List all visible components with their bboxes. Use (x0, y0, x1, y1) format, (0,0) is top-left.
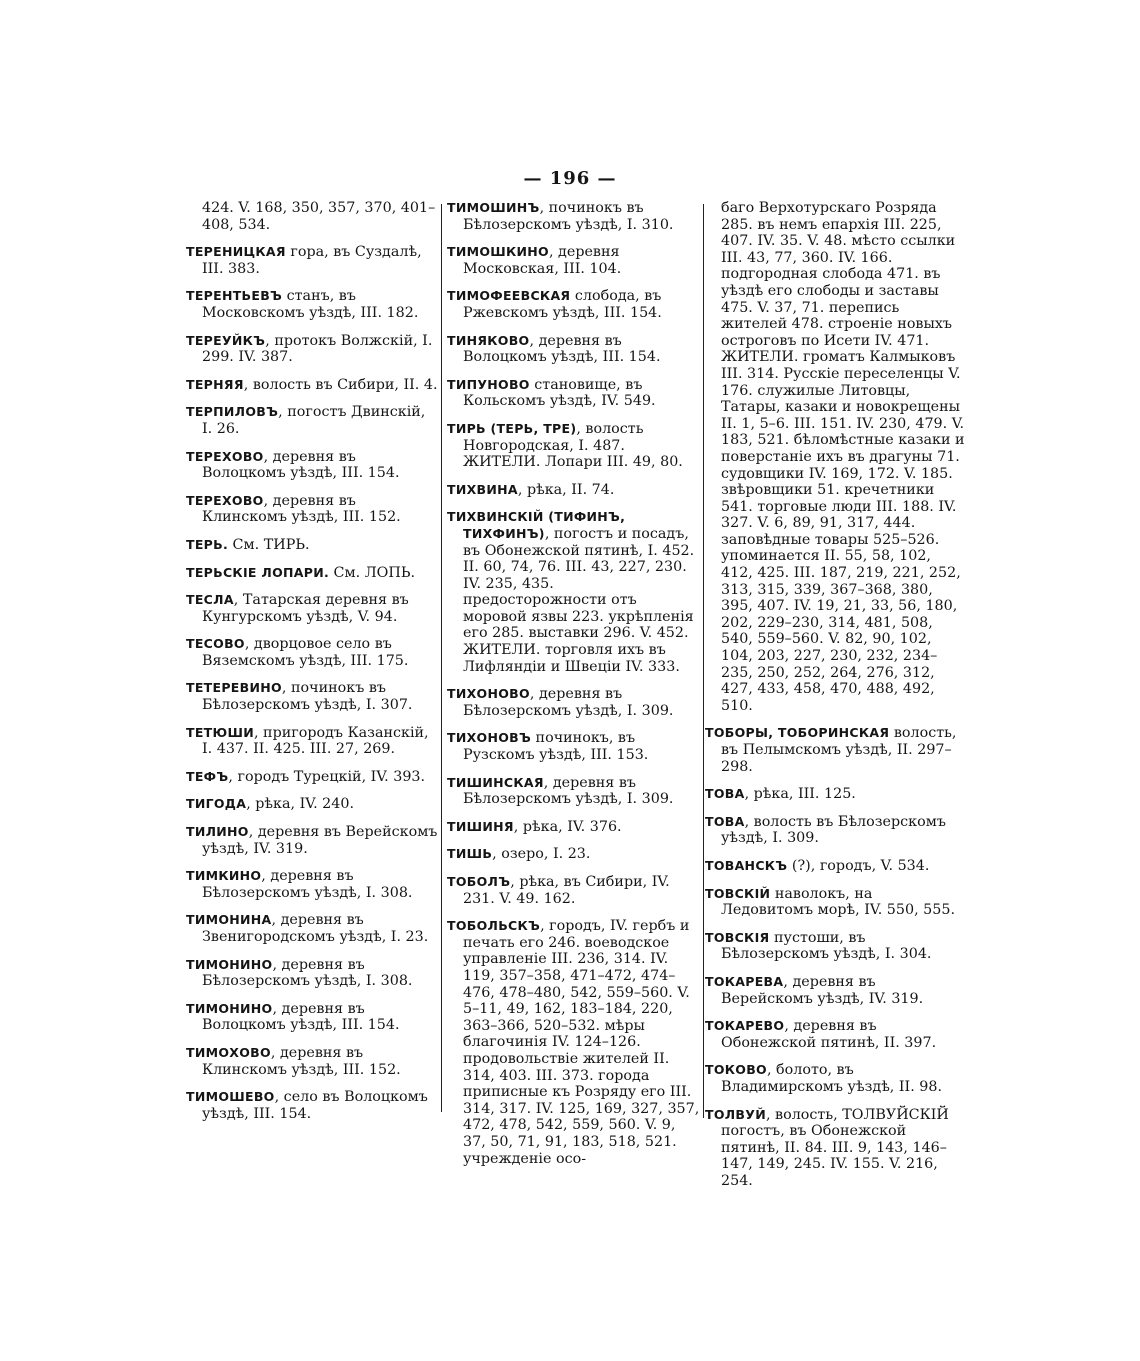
entry-headword: ТОБОРЫ, ТОБОРИНСКАЯ (705, 725, 890, 741)
entry-text: , протокъ Волжскій, I. 299. IV. 387. (202, 332, 433, 366)
index-entry (186, 636, 438, 669)
index-entry (186, 288, 438, 321)
entry-text: баго Верхотурскаго Розряда 285. въ немъ епархія III. 225, 407. IV. 35. V. 48. мѣсто ссылки III. 43, 77, 360. IV. 166. подгородная слобода 471. въ уѣздѣ его слободы и заставы 475. V. 37, 71. перепись жителей 478. строеніе новыхъ остроговъ по Исети IV. 471. ЖИТЕЛИ. громатъ Калмыковъ III. 314. Русскіе переселенцы V. 176. служилые Литовцы, Татары, казаки и новокрещены II. 1, 5–6. III. 151. IV. 230, 479. V. 183, 521. бѣломѣстные казаки и поверстаніе ихъ въ драгуны 71. судовщики IV. 169, 172. V. 185. звѣровщики 51. кречетники 541. торговые люди III. 188. IV. 327. V. 6, 89, 91, 317, 444. заповѣдные товары 525–526. упоминается II. 55, 58, 102, 412, 425. III. 187, 219, 221, 252, 313, 315, 339, 367–368, 380, 395, 407. IV. 19, 21, 33, 56, 180, 202, 229–230, 314, 481, 508, 540, 559–560. V. 82, 90, 102, 104, 203, 227, 230, 232, 234–235, 250, 252, 264, 276, 312, 427, 433, 458, 470, 488, 492, 510. (721, 200, 965, 714)
entry-text: , деревня въ Волоцкомъ уѣздѣ, III. 154. (463, 332, 661, 366)
entry-text: , деревня въ Звенигородскомъ уѣздѣ, I. 23. (202, 912, 429, 945)
entry-headword: ТИМОНИНО (186, 1000, 273, 1016)
entry-text: , деревня въ Волоцкомъ уѣздѣ, III. 154. (202, 448, 400, 482)
entry-text: , рѣка, III. 125. (744, 786, 856, 803)
entry-text: , село въ Волоцкомъ уѣздѣ, III. 154. (202, 1089, 428, 1122)
entry-headword: ТЕРЕНИЦКАЯ (186, 244, 286, 260)
index-entry (186, 824, 438, 857)
index-entry (447, 333, 701, 366)
entry-text: , деревня въ Клинскомъ уѣздѣ, III. 152. (202, 492, 401, 526)
entry-text: , болото, въ Владимирскомъ уѣздѣ, II. 98. (721, 1062, 943, 1095)
entry-headword: ТИХОНОВО (447, 686, 530, 702)
index-entry (186, 868, 438, 901)
entry-headword: ТИГОДА (186, 796, 247, 812)
entry-text: , волость въ Сибири, II. 4. (243, 376, 438, 393)
entry-text: , починокъ въ Бѣлозерскомъ уѣздѣ, I. 307. (202, 680, 413, 714)
entry-text: , деревня въ Бѣлозерскомъ уѣздѣ, I. 309. (463, 686, 674, 719)
index-entry (186, 244, 438, 277)
entry-headword: ТОКАРЕВО (705, 1018, 785, 1034)
index-entry (186, 404, 438, 437)
index-entry (186, 769, 438, 786)
column-3 (705, 200, 967, 1200)
entry-text: , дворцовое село въ Вяземскомъ уѣздѣ, III. 175. (202, 636, 409, 669)
entry-headword: ТИШИНЯ (447, 818, 514, 834)
entry-headword: ТЕСЛА (186, 592, 234, 608)
index-entry (447, 200, 701, 233)
entry-text: , деревня въ Обонежской пятинѣ, II. 397. (721, 1018, 937, 1051)
index-entry (447, 730, 701, 763)
entry-headword: ТЕРНЯЯ (186, 376, 244, 392)
entry-headword: ТОЛВУЙ (705, 1106, 766, 1122)
entry-text: , деревня въ Верейскомъ уѣздѣ, IV. 319. (721, 973, 924, 1007)
entry-headword: ТИНЯКОВО (447, 332, 530, 348)
column-1 (186, 200, 438, 1133)
entry-headword: ТИМОШИНЪ (447, 200, 540, 215)
index-entry (447, 421, 701, 471)
index-entry (705, 974, 967, 1007)
entry-headword: ТОВА (705, 813, 745, 829)
entry-headword: ТИМОФЕЕВСКАЯ (447, 288, 571, 304)
entry-headword: ТОВСКІЙ (705, 885, 771, 901)
entry-headword: ТИПУНОВО (447, 376, 530, 392)
entry-text: слобода, въ Ржевскомъ уѣздѣ, III. 154. (463, 288, 662, 321)
entry-text: наволокъ, на Ледовитомъ морѣ, IV. 550, 555. (721, 885, 956, 919)
index-entry (186, 1089, 438, 1122)
index-entry (447, 244, 701, 277)
entry-headword: ТИМОХОВО (186, 1044, 271, 1060)
index-entry (186, 592, 438, 625)
entry-text: , погостъ и посадъ, въ Обонежской пятинѣ, I. 452. II. 60, 74, 76. III. 43, 227, 230. IV. 235, 435. предосторожности отъ моровой язвы 223. укрѣпленія его 285. выставки 296. V. 452. ЖИТЕЛИ. торговля ихъ въ Лифляндіи и Швеціи IV. 333. (463, 525, 695, 675)
index-entry (186, 1001, 438, 1034)
entry-headword: ТИХВИНСКІЙ (ТИФИНЪ, ТИХФИНЪ) (447, 509, 626, 541)
entry-headword: ТЕРЕХОВО (186, 492, 264, 508)
entry-headword: ТЕТЕРЕВИНО (186, 680, 282, 696)
index-entry (705, 930, 967, 963)
entry-text: , рѣка, въ Сибири, IV. 231. V. 49. 162. (463, 874, 670, 907)
entry-headword: ТЕРЬСКІЕ ЛОПАРИ. (186, 564, 330, 580)
index-entry (705, 786, 967, 803)
entry-headword: ТЕТЮШИ (186, 724, 254, 740)
index-entry (705, 1107, 967, 1190)
entry-text: , пригородъ Казанскій, I. 437. II. 425. III. 27, 269. (202, 724, 429, 758)
entry-text: См. ТИРЬ. (228, 536, 310, 553)
entry-headword: ТЕСОВО (186, 636, 245, 652)
entry-headword: ТОВА (705, 786, 745, 802)
entry-text: , рѣка, IV. 376. (513, 818, 622, 835)
entry-headword: ТИХВИНА (447, 481, 518, 497)
index-entry (186, 912, 438, 945)
entry-headword: ТОВСКІЯ (705, 929, 770, 945)
entry-headword: ТИМОШЕВО (186, 1089, 275, 1105)
entry-text: , деревня въ Бѣлозерскомъ уѣздѣ, I. 308. (202, 868, 413, 901)
entry-headword: ТОБОЛЪ (447, 874, 511, 889)
entry-headword: ТИЛИНО (186, 824, 249, 840)
index-entry (447, 482, 701, 499)
column-rule-2 (703, 204, 704, 1118)
entry-text: , деревня въ Верейскомъ уѣздѣ, IV. 319. (202, 824, 438, 857)
index-entry (186, 200, 438, 233)
entry-text: 424. V. 168, 350, 357, 370, 401–408, 534. (202, 200, 436, 233)
index-entry (705, 200, 967, 714)
index-entry (705, 725, 967, 775)
entry-headword: ТОБОЛЬСКЪ (447, 918, 541, 934)
entry-text: , волость, ТОЛВУЙСКІЙ погостъ, въ Обонежской пятинѣ, II. 84. III. 9, 143, 146–147, 149, 245. IV. 155. V. 216, 254. (721, 1106, 949, 1189)
entry-headword: ТИМОНИНО (186, 956, 273, 972)
index-entry (186, 377, 438, 394)
entry-text: , погостъ Двинскій, I. 26. (202, 404, 426, 437)
entry-text: , деревня въ Волоцкомъ уѣздѣ, III. 154. (202, 1000, 400, 1034)
entry-text: , волость Новгородская, I. 487. ЖИТЕЛИ. Лопари III. 49, 80. (463, 420, 683, 471)
entry-text: гора, въ Суздалѣ, III. 383. (202, 244, 422, 277)
index-entry (186, 493, 438, 526)
index-entry (186, 796, 438, 813)
entry-headword: ТИШИНСКАЯ (447, 774, 544, 790)
entry-headword: ТИМОНИНА (186, 912, 272, 928)
index-entry (186, 449, 438, 482)
index-entry (186, 1045, 438, 1078)
entry-headword: ТОКАРЕВА (705, 973, 784, 989)
entry-text: , рѣка, IV. 240. (246, 796, 354, 813)
index-entry (186, 725, 438, 758)
entry-text: пустоши, въ Бѣлозерскомъ уѣздѣ, I. 304. (721, 929, 932, 963)
entry-text: , городъ Турецкій, IV. 393. (228, 768, 426, 785)
entry-headword: ТИМОШКИНО (447, 244, 549, 260)
entry-headword: ТЕРЕНТЬЕВЪ (186, 288, 283, 304)
entry-text: починокъ, въ Рузскомъ уѣздѣ, III. 153. (463, 730, 649, 764)
entry-text: становище, въ Кольскомъ уѣздѣ, IV. 549. (463, 376, 656, 410)
index-entry (447, 819, 701, 836)
entry-headword: ТЕРЕХОВО (186, 448, 264, 464)
page-number: — 196 — (523, 168, 617, 189)
entry-text: , деревня въ Бѣлозерскомъ уѣздѣ, I. 309. (463, 774, 674, 808)
entry-headword: ТИРЬ (ТЕРЬ, ТРЕ) (447, 420, 577, 436)
entry-headword: ТОКОВО (705, 1062, 767, 1078)
index-entry (705, 858, 967, 875)
entry-headword: ТОВАНСКЪ (705, 857, 788, 873)
entry-text: (?), городъ, V. 534. (787, 857, 930, 874)
index-entry (447, 686, 701, 719)
entry-headword: ТЕРЬ. (186, 536, 229, 552)
column-rule-1 (441, 204, 442, 1112)
entry-headword: ТИМКИНО (186, 868, 262, 884)
entry-headword: ТЕРПИЛОВЪ (186, 404, 279, 420)
entry-text: , починокъ въ Бѣлозерскомъ уѣздѣ, I. 310. (463, 200, 674, 233)
index-entry (705, 886, 967, 919)
index-entry (447, 288, 701, 321)
entry-text: См. ЛОПЬ. (329, 564, 416, 581)
entry-headword: ТЕРЕУЙКЪ (186, 332, 266, 348)
entry-text: , городъ, IV. гербъ и печать его 246. воеводское управленіе III. 236, 314. IV. 119, 357–358, 471–472, 474–476, 478–480, 542, 559–560. V. 5–11, 49, 162, 183–184, 220, 363–366, 520–532. мѣры благочинія IV. 124–126. продовольствіе жителей II. 314, 403. III. 373. города приписные къ Розряду его III. 314, 317. IV. 125, 169, 327, 357, 472, 478, 542, 559, 560. V. 9, 37, 50, 71, 91, 183, 518, 521. учрежденіе осо- (463, 918, 700, 1167)
column-2 (447, 200, 701, 1178)
index-entry (705, 1018, 967, 1051)
index-entry (447, 509, 701, 675)
entry-text: , волость въ Бѣлозерскомъ уѣздѣ, I. 309. (721, 813, 946, 847)
index-entry (447, 775, 701, 808)
index-entry (186, 565, 438, 582)
index-entry (186, 333, 438, 366)
index-entry (186, 957, 438, 990)
index-entry (186, 680, 438, 713)
entry-text: , рѣка, II. 74. (517, 481, 615, 498)
entry-text: волость, въ Пелымскомъ уѣздѣ, II. 297–298. (721, 725, 957, 775)
entry-text: станъ, въ Московскомъ уѣздѣ, III. 182. (202, 288, 419, 321)
entry-text: , Татарская деревня въ Кунгурскомъ уѣздѣ, V. 94. (202, 592, 409, 625)
entry-headword: ТИШЬ (447, 846, 493, 862)
index-entry (447, 874, 701, 907)
index-entry (705, 1062, 967, 1095)
entry-text: , деревня въ Бѣлозерскомъ уѣздѣ, I. 308. (202, 956, 413, 990)
entry-text: , озеро, I. 23. (492, 846, 591, 863)
entry-text: , деревня Московская, III. 104. (463, 244, 622, 277)
entry-text: , деревня въ Клинскомъ уѣздѣ, III. 152. (202, 1044, 401, 1078)
index-entry (186, 537, 438, 554)
index-entry (705, 814, 967, 847)
entry-headword: ТЕФЪ (186, 768, 229, 784)
entry-headword: ТИХОНОВЪ (447, 730, 532, 746)
index-entry (447, 377, 701, 410)
index-entry (447, 846, 701, 863)
index-entry (447, 918, 701, 1167)
